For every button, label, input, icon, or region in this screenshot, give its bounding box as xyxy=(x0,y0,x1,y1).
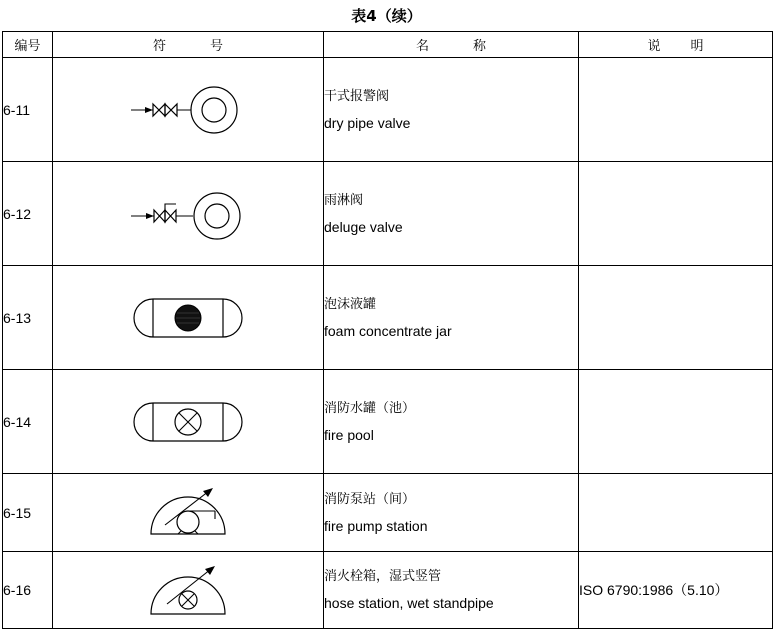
name-en: dry pipe valve xyxy=(324,114,411,131)
name-cell xyxy=(324,474,579,552)
row-number: 6-15 xyxy=(3,474,53,552)
remark-cell xyxy=(579,162,773,266)
header-name-char-2: 称 xyxy=(473,39,487,54)
table-row xyxy=(3,370,773,474)
name-cell xyxy=(324,266,579,370)
fire-pump-station-icon xyxy=(123,483,253,543)
table-header-row xyxy=(3,32,773,58)
name-zh: 干式报警阀 xyxy=(324,88,390,104)
header-name-char-1: 名 xyxy=(415,39,429,54)
name-en: fire pump station xyxy=(324,517,428,534)
dry-pipe-valve-icon xyxy=(123,80,253,140)
table-row xyxy=(3,266,773,370)
name-zh: 泡沫液罐 xyxy=(324,296,377,312)
header-symbol-char-1: 符 xyxy=(152,39,166,54)
header-symbol xyxy=(53,32,324,58)
row-number: 6-16 xyxy=(3,552,53,629)
table-row xyxy=(3,474,773,552)
header-symbol-char-2: 号 xyxy=(210,39,224,54)
fire-pool-icon xyxy=(123,397,253,447)
name-en: foam concentrate jar xyxy=(324,322,452,339)
remark-cell xyxy=(579,370,773,474)
name-cell xyxy=(324,552,579,629)
table-row xyxy=(3,552,773,629)
table-caption: 表4（续） xyxy=(351,7,422,25)
remark-cell: ISO 6790:1986（5.10） xyxy=(579,552,773,629)
name-en: hose station, wet standpipe xyxy=(324,595,494,611)
header-number: 编号 xyxy=(3,32,53,58)
header-remark xyxy=(579,32,773,58)
table-row xyxy=(3,58,773,162)
name-cell xyxy=(324,162,579,266)
deluge-valve-icon xyxy=(123,184,253,244)
row-number: 6-13 xyxy=(3,266,53,370)
name-zh: 消防泵站（间） xyxy=(324,491,416,507)
name-zh: 雨淋阀 xyxy=(324,192,364,208)
remark-cell xyxy=(579,266,773,370)
name-zh: 消火栓箱，湿式竖管 xyxy=(324,569,442,584)
foam-concentrate-jar-icon xyxy=(123,293,253,343)
name-cell xyxy=(324,58,579,162)
symbol-cell xyxy=(53,552,324,629)
remark-cell xyxy=(579,474,773,552)
name-en: fire pool xyxy=(324,426,374,443)
row-number: 6-12 xyxy=(3,162,53,266)
table-row xyxy=(3,162,773,266)
symbol-cell xyxy=(53,266,324,370)
symbol-cell xyxy=(53,370,324,474)
symbol-cell xyxy=(53,58,324,162)
symbol-table xyxy=(2,31,773,629)
header-name xyxy=(324,32,579,58)
row-number: 6-11 xyxy=(3,58,53,162)
remark-cell xyxy=(579,58,773,162)
symbol-cell xyxy=(53,162,324,266)
name-en: deluge valve xyxy=(324,218,403,235)
hose-station-icon xyxy=(123,560,253,620)
name-cell xyxy=(324,370,579,474)
symbol-cell xyxy=(53,474,324,552)
row-number: 6-14 xyxy=(3,370,53,474)
header-remark-char-2: 明 xyxy=(690,39,704,54)
header-remark-char-1: 说 xyxy=(647,39,661,54)
name-zh: 消防水罐（池） xyxy=(324,400,416,416)
